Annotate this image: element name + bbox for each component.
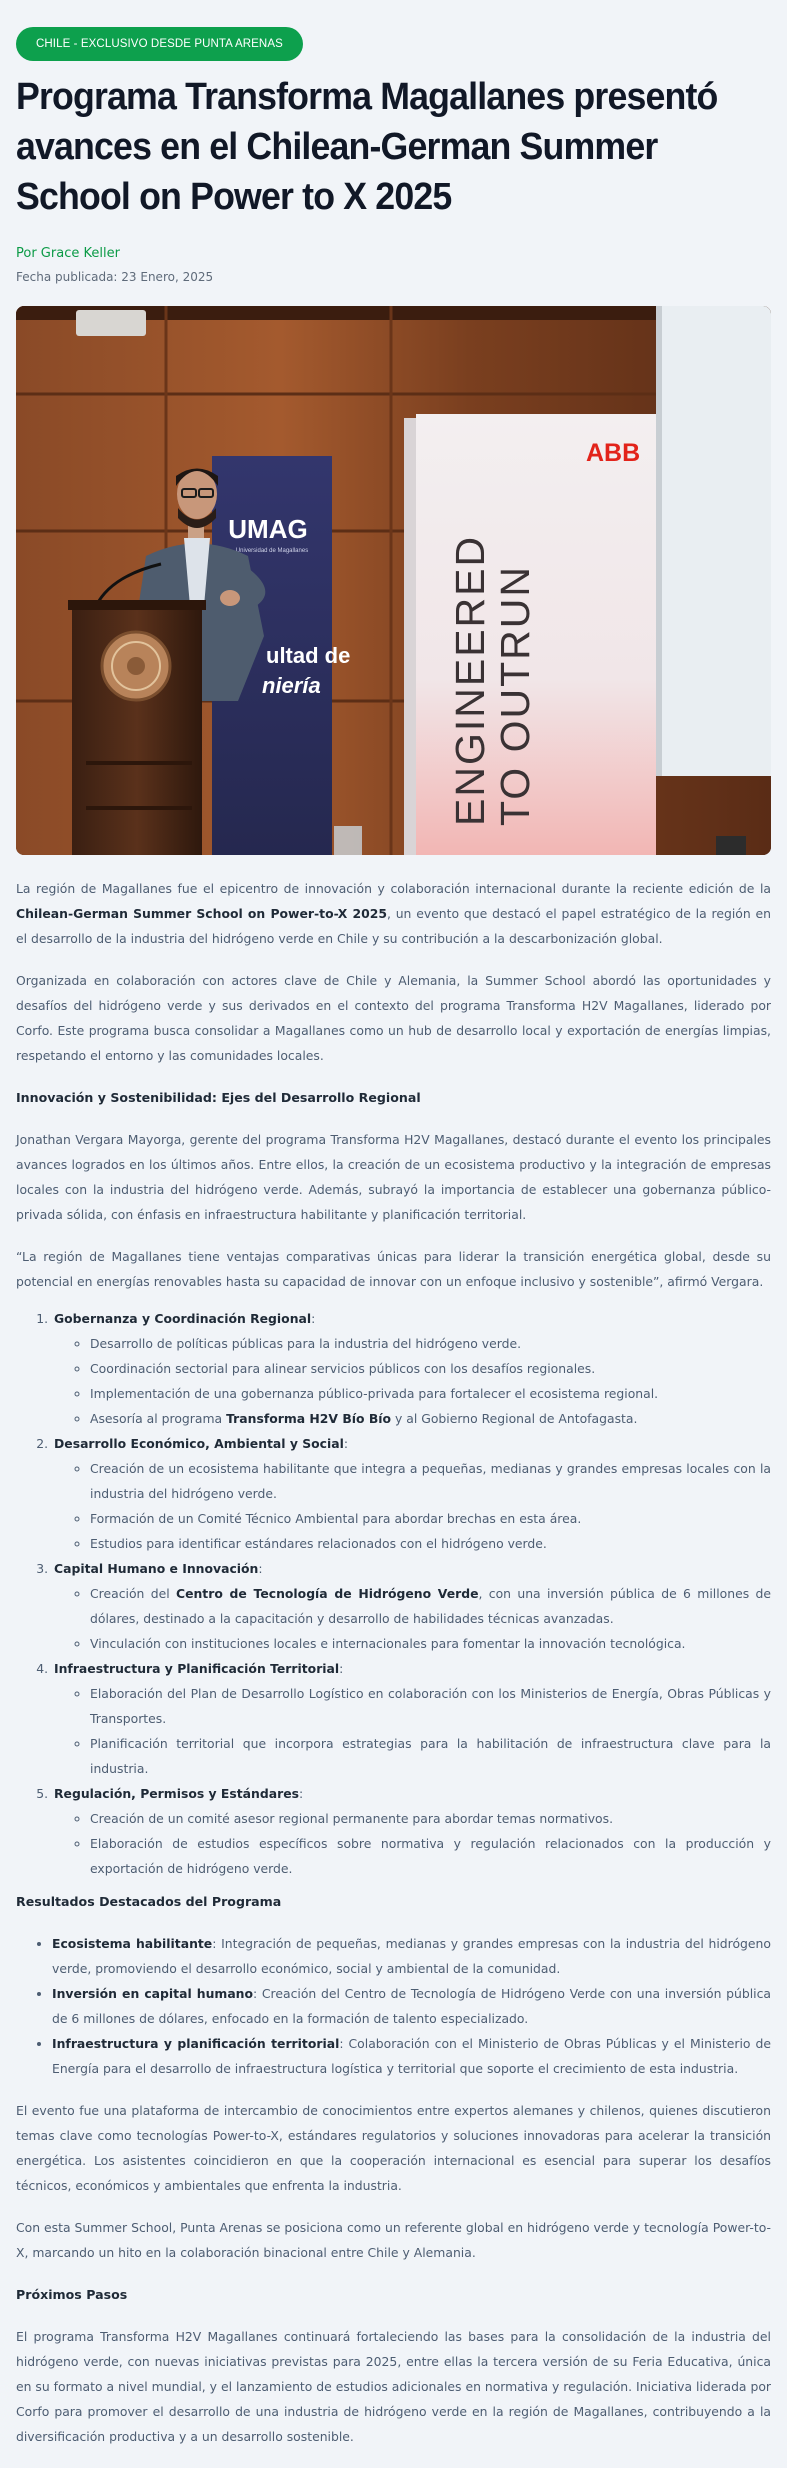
paragraph-vergara: Jonathan Vergara Mayorga, gerente del programa Transforma H2V Magallanes, destacó durante el evento los principales avances logrados en los últimos años. Entre ellos, la creación de un ecosistema productivo y la integración de empresas locales con la industria del hidrógeno verde. Además, subrayó la importancia de establecer una gobernanza público-privada sólida, con énfasis en infraestructura habilitante y planificación territorial. [16, 1132, 771, 1222]
list-item: 4. Infraestructura y Planificación Territorial: ◦ Elaboración del Plan de Desarrollo Logístico en colaboración con los Ministerios de Energía, Obras Públicas y Transportes. ◦ Planificación territorial que incorpora estrategias para la habilitación de infraestructura clave para la industria. [52, 1656, 771, 1781]
heading-proximos: Próximos Pasos [16, 2287, 128, 2302]
list-item: • Inversión en capital humano: Creación del Centro de Tecnología de Hidrógeno Verde con una inversión pública de 6 millones de dólares, enfocado en la formación de talento especializado. [52, 1981, 771, 2031]
list-item: • Infraestructura y planificación territorial: Colaboración con el Ministerio de Obras Públicas y el Ministerio de Energía para el desarrollo de infraestructura logística y territorial que soporte el crecimiento de esta industria. [52, 2031, 771, 2081]
list-subitem: ◦ Desarrollo de políticas públicas para la industria del hidrógeno verde. [90, 1331, 771, 1356]
abb-slogan-line1: ENGINEERED [447, 534, 493, 826]
list-subitem: ◦ Creación del Centro de Tecnología de Hidrógeno Verde, con una inversión pública de 6 millones de dólares, destinado a la capacitación y desarrollo de habilidades técnicas avanzadas. [90, 1581, 771, 1631]
heading-innovacion: Innovación y Sostenibilidad: Ejes del Desarrollo Regional [16, 1090, 421, 1105]
hero-photo [16, 306, 771, 855]
heading-resultados: Resultados Destacados del Programa [16, 1894, 282, 1909]
list-item: • Ecosistema habilitante: Integración de pequeñas, medianas y grandes empresas con la industria del hidrógeno verde, promoviendo el desarrollo económico, social y ambiental de la comunidad. [52, 1931, 771, 1981]
list-item: 5. Regulación, Permisos y Estándares: ◦ Creación de un comité asesor regional permanente para abordar temas normativos. ◦ Elaboración de estudios específicos sobre normativa y regulación relacionados con la producción y exportación de hidrógeno verde. [52, 1781, 771, 1881]
achievements-list [52, 1306, 771, 1881]
list-subitem: ◦ Coordinación sectorial para alinear servicios públicos con los desafíos regionales. [90, 1356, 771, 1381]
list-subitem: ◦ Elaboración de estudios específicos sobre normativa y regulación relacionados con la producción y exportación de hidrógeno verde. [90, 1831, 771, 1881]
list-subitem: ◦ Creación de un comité asesor regional permanente para abordar temas normativos. [90, 1806, 771, 1831]
list-item: 3. Capital Humano e Innovación: ◦ Creación del Centro de Tecnología de Hidrógeno Verde, con una inversión pública de 6 millones de dólares, destinado a la capacitación y desarrollo de habilidades técnicas avanzadas. ◦ Vinculación con instituciones locales e internacionales para fomentar la innovación tecnológica. [52, 1556, 771, 1656]
abb-slogan-line2: TO OUTRUN [492, 565, 538, 826]
quote-vergara: “La región de Magallanes tiene ventajas comparativas únicas para liderar la transición energética global, desde su potencial en energías renovables hasta su capacidad de innovar con un enfoque inclusivo y sostenible”, afirmó Vergara. [16, 1249, 771, 1289]
banner-faculty-line1: ultad de [266, 643, 351, 668]
umag-subtitle: Universidad de Magallanes [235, 548, 309, 554]
publish-date: Fecha publicada: 23 Enero, 2025 [16, 270, 214, 284]
list-subitem: ◦ Implementación de una gobernanza público-privada para fortalecer el ecosistema regional. [90, 1381, 771, 1406]
results-list [52, 1931, 771, 2081]
paragraph-intro: La región de Magallanes fue el epicentro de innovación y colaboración internacional durante la reciente edición de la Chilean-German Summer School on Power-to-X 2025, un evento que destacó el papel estratégico de la región en el desarrollo de la industria del hidrógeno verde en Chile y su contribución a la descarbonización global. [16, 881, 771, 946]
paragraph-platform: El evento fue una plataforma de intercambio de conocimientos entre expertos alemanes y chilenos, quienes discutieron temas clave como tecnologías Power-to-X, estándares regulatorios y soluciones innovadoras para acelerar la transición energética. Los asistentes coincidieron en que la cooperación internacional es esencial para superar los desafíos técnicos, económicos y ambientales que enfrenta la industria. [16, 2103, 771, 2193]
list-subitem: ◦ Planificación territorial que incorpora estrategias para la habilitación de infraestructura clave para la industria. [90, 1731, 771, 1781]
category-badge[interactable]: CHILE - EXCLUSIVO DESDE PUNTA ARENAS [16, 27, 303, 61]
list-item: 2. Desarrollo Económico, Ambiental y Social: ◦ Creación de un ecosistema habilitante que integra a pequeñas, medianas y grandes empresas locales con la industria del hidrógeno verde. ◦ Formación de un Comité Técnico Ambiental para abordar brechas en esta área. ◦ Estudios para identificar estándares relacionados con el hidrógeno verde. [52, 1431, 771, 1556]
event-name: Chilean-German Summer School on Power-to-X 2025 [16, 906, 387, 921]
list-subitem: ◦ Vinculación con instituciones locales e internacionales para fomentar la innovación tecnológica. [90, 1631, 771, 1656]
umag-logo: UMAG [228, 514, 308, 544]
banner-faculty-line2: niería [262, 673, 321, 698]
article-title: Programa Transforma Magallanes presentó avances en el Chilean-German Summer School on Power to X 2025 [16, 76, 718, 218]
paragraph-summer-school: Con esta Summer School, Punta Arenas se posiciona como un referente global en hidrógeno verde y tecnología Power-to-X, marcando un hito en la colaboración binacional entre Chile y Alemania. [16, 2220, 771, 2260]
paragraph-next-steps: El programa Transforma H2V Magallanes continuará fortaleciendo las bases para la consolidación de la industria del hidrógeno verde, con nuevas iniciativas previstas para 2025, entre ellas la tercera versión de su Feria Educativa, única en su formato a nivel mundial, y el lanzamiento de estudios adicionales en normativa y regulación. Iniciativa liderada por Corfo para promover el desarrollo de una industria de hidrógeno verde en la región de Magallanes, contribuyendo a la diversificación productiva y a un desarrollo sostenible. [16, 2329, 771, 2444]
article-body [16, 876, 771, 2466]
abb-logo: ABB [586, 439, 641, 467]
paragraph-organization: Organizada en colaboración con actores clave de Chile y Alemania, la Summer School abordó las oportunidades y desafíos del hidrógeno verde y sus derivados en el contexto del programa Transforma H2V Magallanes, liderado por Corfo. Este programa busca consolidar a Magallanes como un hub de desarrollo local y exportación de energías limpias, respetando el entorno y las comunidades locales. [16, 973, 771, 1063]
list-subitem: ◦ Elaboración del Plan de Desarrollo Logístico en colaboración con los Ministerios de Energía, Obras Públicas y Transportes. [90, 1681, 771, 1731]
list-subitem: ◦ Formación de un Comité Técnico Ambiental para abordar brechas en esta área. [90, 1506, 771, 1531]
list-subitem: ◦ Asesoría al programa Transforma H2V Bío Bío y al Gobierno Regional de Antofagasta. [90, 1406, 771, 1431]
list-subitem: ◦ Estudios para identificar estándares relacionados con el hidrógeno verde. [90, 1531, 771, 1556]
list-subitem: ◦ Creación de un ecosistema habilitante que integra a pequeñas, medianas y grandes empresas locales con la industria del hidrógeno verde. [90, 1456, 771, 1506]
author-byline[interactable]: Por Grace Keller [16, 246, 120, 261]
list-item: 1. Gobernanza y Coordinación Regional: ◦ Desarrollo de políticas públicas para la industria del hidrógeno verde. ◦ Coordinación sectorial para alinear servicios públicos con los desafíos regionales. ◦ Implementación de una gobernanza público-privada para fortalecer el ecosistema regional. ◦ Asesoría al programa Transforma H2V Bío Bío y al Gobierno Regional de Antofagasta. [52, 1306, 771, 1431]
